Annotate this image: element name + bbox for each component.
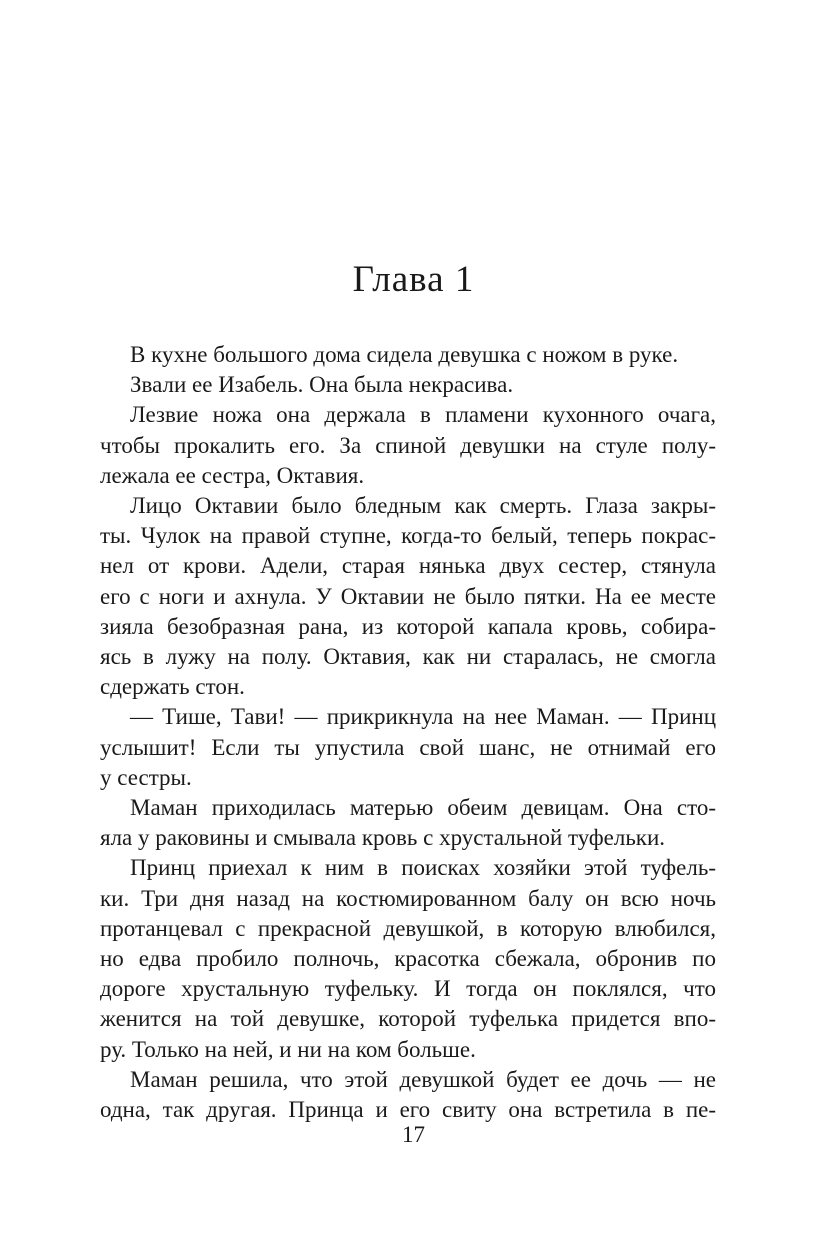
text-line: В кухне большого дома сидела девушка с ножом в руке.	[130, 342, 679, 367]
paragraph	[100, 340, 716, 370]
page-number: 17	[402, 1122, 425, 1147]
text-line: протанцевал с прекрасной девушкой, в которую влюбился,	[100, 915, 716, 941]
text-line: Принц приехал к ним в поисках хозяйки этой туфель-	[130, 855, 716, 881]
text-line: дороге хрустальную туфельку. И тогда он поклялся, что	[100, 976, 716, 1002]
text-line: услышит! Если ты упустила свой шанс, не отнимай его	[100, 734, 716, 760]
text-line: Звали ее Изабель. Она была некрасива.	[130, 372, 514, 398]
paragraph	[100, 491, 716, 702]
text-line: женится на той девушке, которой туфелька придется впо-	[100, 1006, 716, 1032]
text-line: — Тише, Тави! — прикрикнула на нее Маман. — Принц	[130, 704, 716, 730]
text-line: у сестры.	[100, 764, 192, 790]
text-line: одна, так другая. Принца и его свиту она встретила в пе-	[100, 1097, 716, 1123]
text-line: нел от крови. Адели, старая нянька двух сестер, стянула	[100, 553, 716, 579]
text-line: сдержать стон.	[100, 674, 245, 700]
paragraph	[100, 1065, 716, 1125]
text-line: Лезвие ножа она держала в пламени кухонного очага,	[130, 402, 716, 428]
chapter-title: Глава 1	[352, 259, 475, 300]
text-line: ясь в лужу на полу. Октавия, как ни старалась, не смогла	[100, 644, 716, 670]
paragraph	[100, 400, 716, 491]
text-line: ру. Только на ней, и ни на ком больше.	[100, 1036, 476, 1062]
text-line: его с ноги и ахнула. У Октавии не было пятки. На ее месте	[100, 583, 716, 609]
paragraph	[100, 793, 716, 853]
text-line: Лицо Октавии было бледным как смерть. Глаза закры-	[130, 493, 716, 519]
paragraph	[100, 370, 716, 400]
text-line: ки. Три дня назад на костюмированном балу он всю ночь	[100, 885, 716, 911]
text-line: зияла безобразная рана, из которой капала кровь, собира-	[100, 613, 716, 639]
paragraph	[100, 702, 716, 793]
text-line: лежала ее сестра, Октавия.	[100, 462, 365, 488]
text-line: чтобы прокалить его. За спиной девушки на стуле полу-	[100, 432, 716, 458]
text-line: ты. Чулок на правой ступне, когда-то белый, теперь покрас-	[100, 523, 716, 549]
text-line: но едва пробило полночь, красотка сбежала, обронив по	[100, 946, 716, 972]
paragraph	[100, 853, 716, 1064]
text-line: Маман решила, что этой девушкой будет ее дочь — не	[130, 1066, 716, 1092]
text-line: яла у раковины и смывала кровь с хрустальной туфельки.	[100, 825, 666, 851]
text-line: Маман приходилась матерью обеим девицам. Она сто-	[130, 795, 716, 821]
body-text	[100, 340, 716, 1125]
